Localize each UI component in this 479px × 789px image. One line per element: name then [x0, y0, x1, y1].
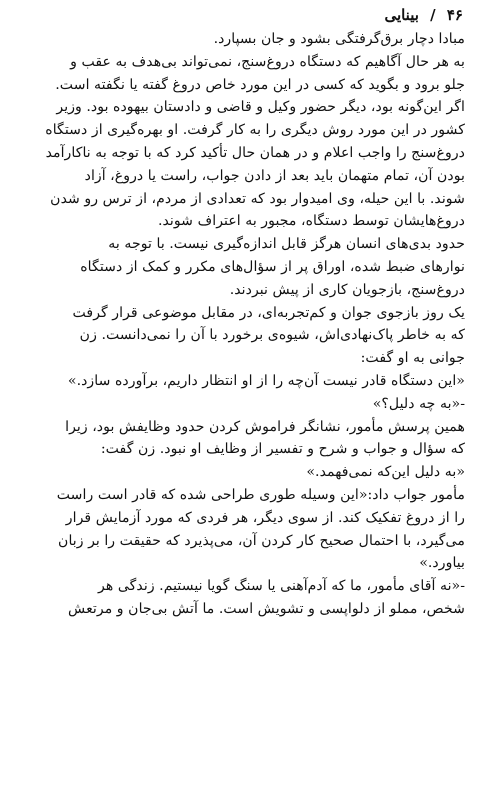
text-line: مأمور جواب داد:«این وسیله طوری طراحی شده که قادر است راست	[56, 486, 465, 503]
text-line: جوانی به او گفت:	[360, 350, 465, 367]
text-line: که سؤال و جواب و شرح و تفسیر از وظایف او نبود. زن گفت:	[100, 441, 465, 458]
text-line: کشور در این مورد روش دیگری را به کار گرفت. او بهره‌گیری از دستگاه	[45, 122, 465, 139]
text-line: -«به چه دلیل؟»	[372, 395, 465, 412]
text-line: شخص، مملو از دلواپسی و تشویش است. ما آتش بی‌جان و مرتعش	[67, 600, 465, 617]
text-line: مبادا دچار برق‌گرفتگی بشود و جان بسپارد.	[213, 31, 465, 47]
text-line: همین پرسش مأمور، نشانگر فراموش کردن حدود وظایفش بود، زیرا	[65, 418, 465, 435]
text-line: دروغ‌سنج را واجب اعلام و در همان حال تأکید کرد که با توجه به ناکارآمد	[45, 144, 465, 161]
text-line: یک روز بازجوی جوان و کم‌تجربه‌ای، در مقابل موضوعی قرار گرفت	[72, 304, 465, 321]
text-line: بیاورد.»	[419, 555, 465, 572]
text-line: نوارهای ضبط شده، اوراق پر از سؤال‌های مکرر و کمک از دستگاه	[80, 258, 465, 275]
header-separator: /	[430, 6, 436, 24]
text-line: «این دستگاه قادر نیست آن‌چه را از او انتظار داریم، برآورده سازد.»	[67, 372, 465, 389]
running-header	[18, 6, 463, 28]
body-text	[9, 28, 465, 621]
text-line: شوند. با این حیله، وی امیدوار بود که تعدادی از مردم، از ترس رو شدن	[50, 190, 465, 207]
text-line: دروغ‌هایشان توسط دستگاه، مجبور به اعتراف شوند.	[157, 213, 465, 230]
text-line: به هر حال آگاهیم که دستگاه دروغ‌سنج، نمی‌تواند بی‌هدف به عقب و	[70, 53, 465, 70]
text-line: اگر این‌گونه بود، دیگر حضور وکیل و قاضی و دادستان بیهوده بود. وزیر	[56, 99, 465, 116]
page-number: ۴۶	[446, 6, 463, 24]
text-line: «به دلیل این‌که نمی‌فهمد.»	[306, 464, 465, 481]
book-title: بینایی	[384, 6, 419, 24]
text-line: بودن آن، تمام متهمان باید بعد از دادن جواب، راست یا دروغ، آزاد	[84, 167, 465, 184]
text-line: جلو برود و بگوید که کسی در این مورد خاص دروغ گفته یا نگفته است.	[55, 76, 465, 93]
text-line: حدود بدی‌های انسان هرگز قابل اندازه‌گیری نیست. با توجه به	[108, 236, 465, 253]
text-line: می‌گیرد، با احتمال صحیح کار کردن آن، می‌پذیرد که حقیقت را بر زبان	[58, 532, 465, 549]
text-line: دروغ‌سنج، بازجویان کاری از پیش نبردند.	[229, 281, 465, 298]
text-line: -«نه آقای مأمور، ما که آدم‌آهنی یا سنگ گویا نیستیم. زندگی هر	[98, 578, 465, 595]
text-line: که به خاطر پاک‌نهادی‌اش، شیوه‌ی برخورد با آن را نمی‌دانست. زن	[79, 327, 465, 344]
text-line: را از دروغ تفکیک کند. از سوی دیگر، هر فردی که مورد آزمایش قرار	[65, 509, 465, 526]
